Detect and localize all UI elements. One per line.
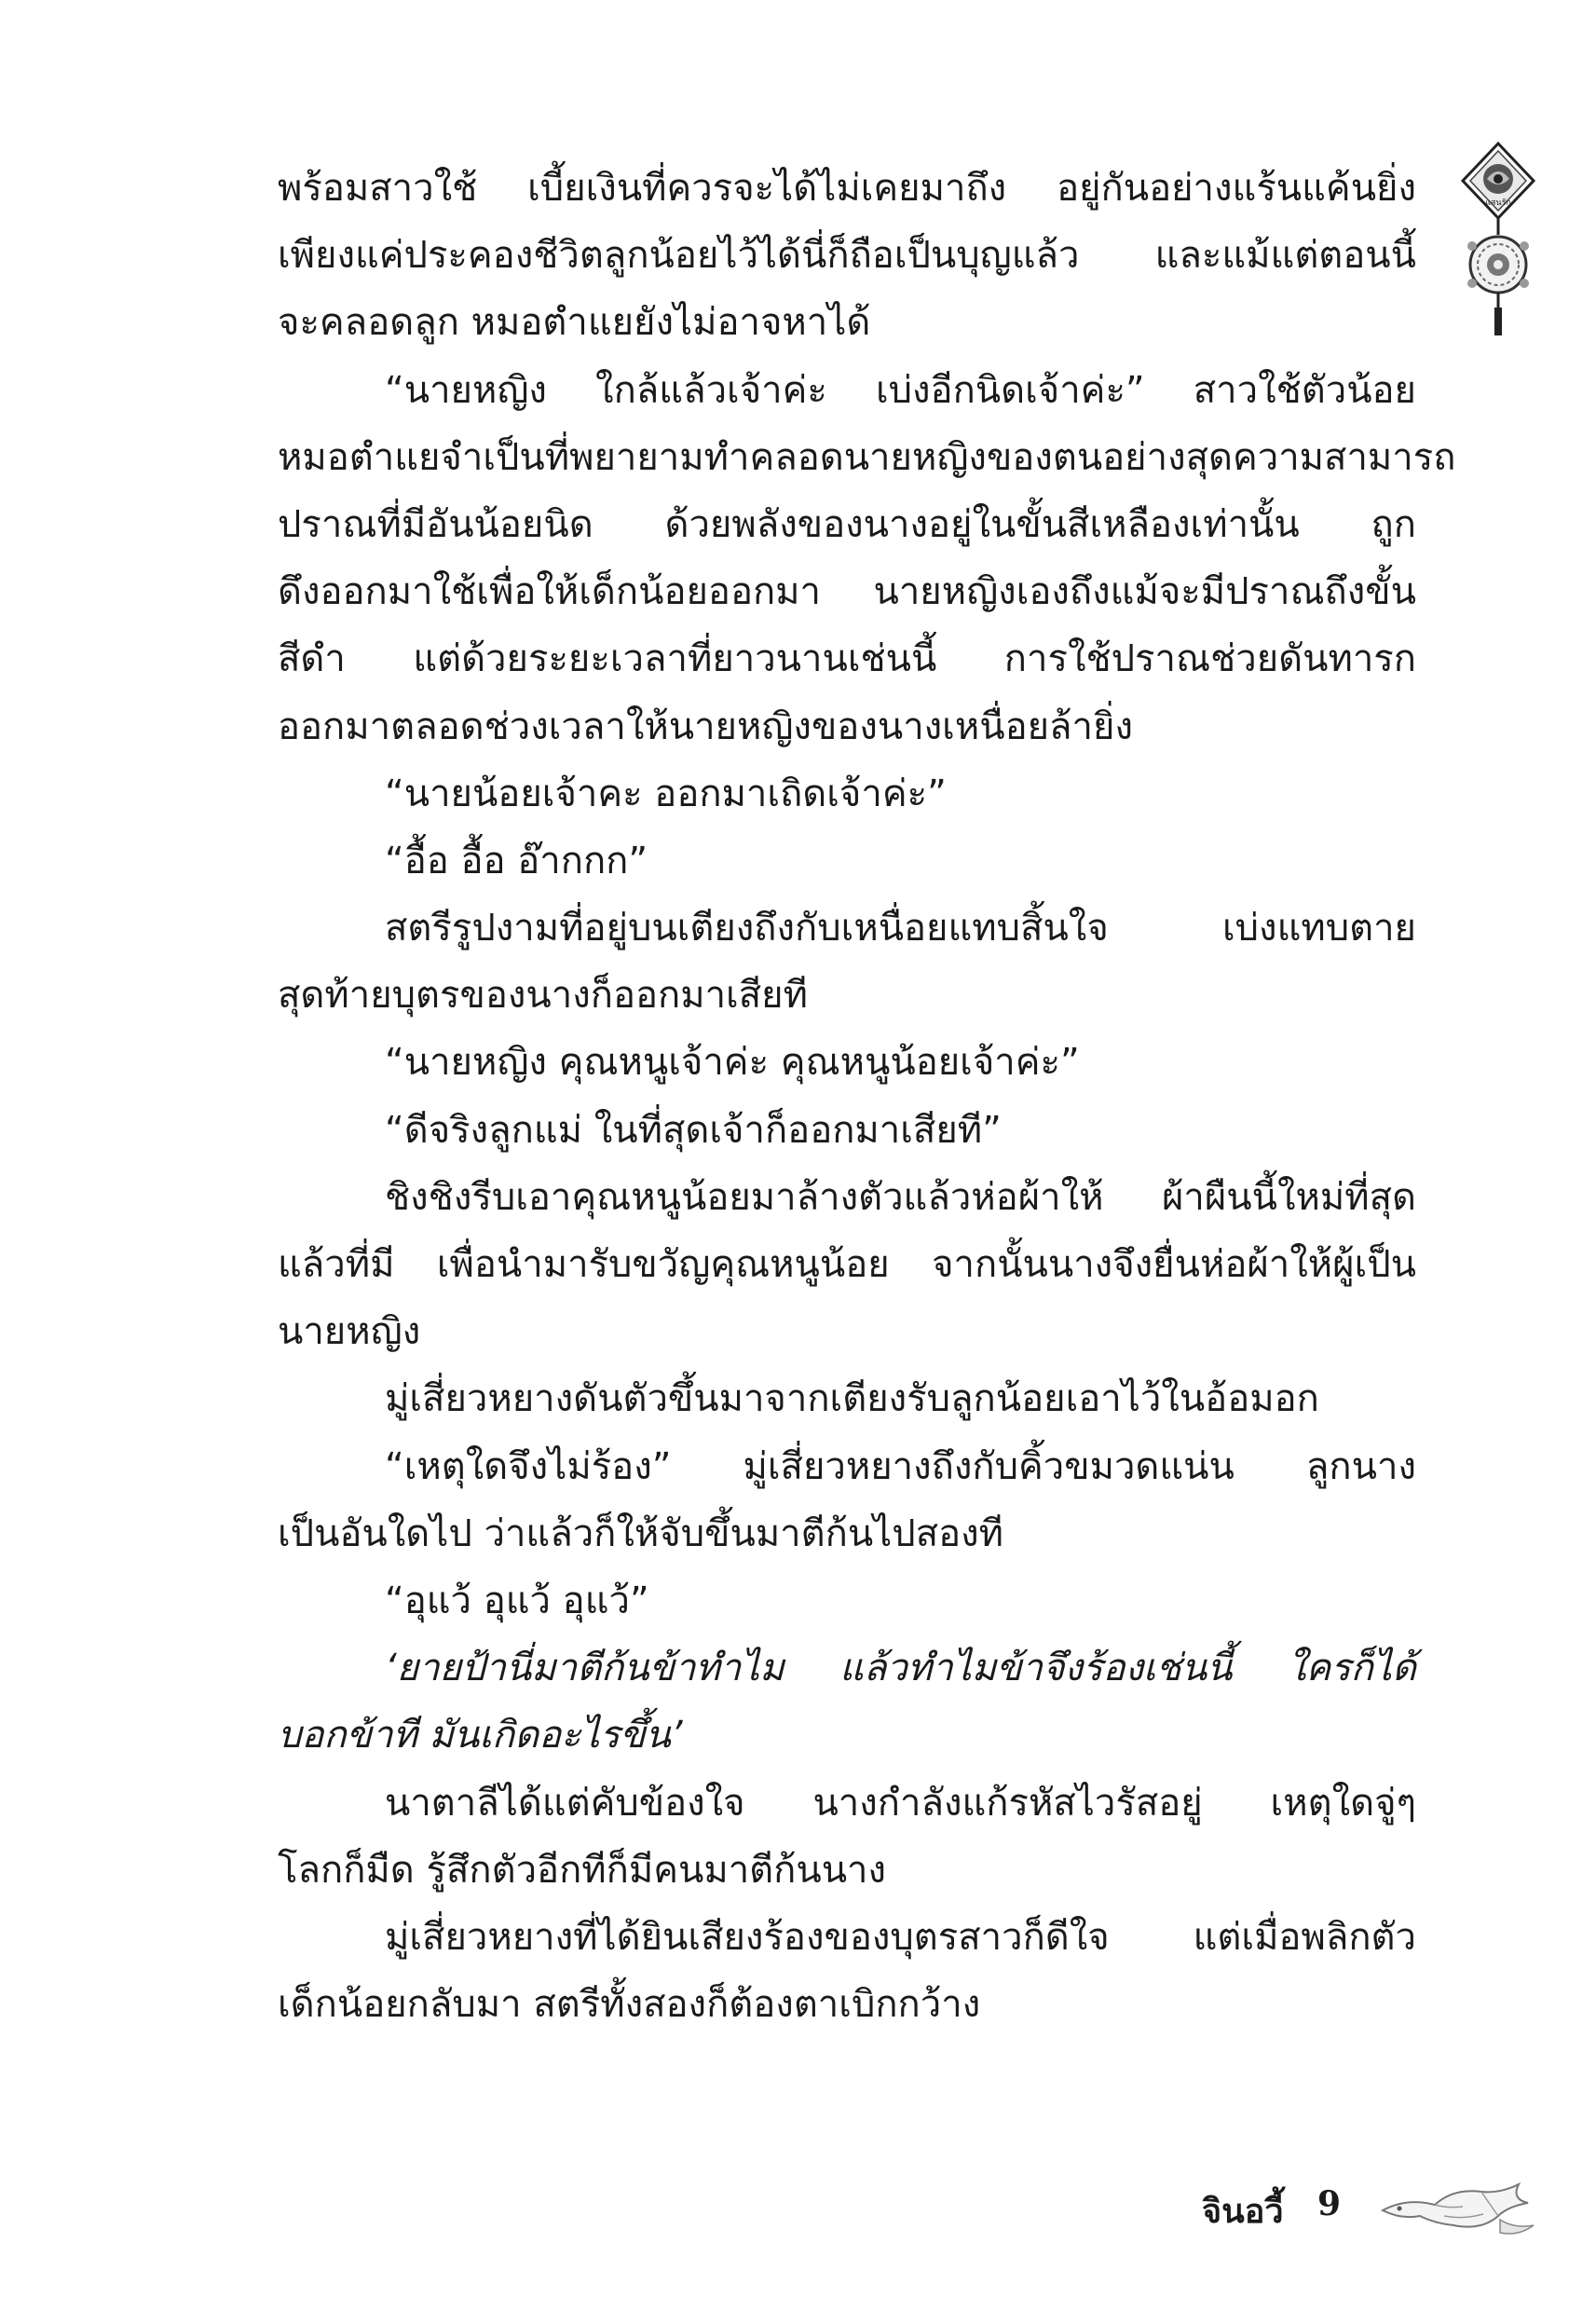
text-line: “เหตุใดจึงไม่ร้อง” มู่เสี่ยวหยางถึงกับคิ้วขมวดแน่น ลูกนาง	[385, 1444, 1416, 1488]
text-line: “นายหญิง ใกล้แล้วเจ้าค่ะ เบ่งอีกนิดเจ้าค่ะ” สาวใช้ตัวน้อย	[385, 368, 1416, 412]
text-line: จะคลอดลูก หมอตำแยยังไม่อาจหาได้	[278, 301, 871, 345]
text-line: มู่เสี่ยวหยางที่ได้ยินเสียงร้องของบุตรสาวก็ดีใจ แต่เมื่อพลิกตัว	[385, 1915, 1416, 1959]
emblem-label: แสนรัก	[1485, 198, 1511, 208]
text-line: โลกก็มืด รู้สึกตัวอีกทีก็มีคนมาตีก้นนาง	[278, 1848, 887, 1892]
text-line: หมอตำแยจำเป็นที่พยายามทำคลอดนายหญิงของตนอย่างสุดความสามารถ	[278, 435, 1456, 479]
text-line: เด็กน้อยกลับมา สตรีทั้งสองก็ต้องตาเบิกกว้าง	[278, 1983, 981, 2027]
text-line: เป็นอันใดไป ว่าแล้วก็ให้จับขึ้นมาตีก้นไปสองที	[278, 1511, 1004, 1555]
page-number: 9	[1317, 2184, 1342, 2223]
text-line: ดึงออกมาใช้เพื่อให้เด็กน้อยออกมา นายหญิงเองถึงแม้จะมีปราณถึงขั้น	[278, 570, 1416, 614]
text-line: นายหญิง	[278, 1310, 421, 1354]
text-line: “อุแว้ อุแว้ อุแว้”	[385, 1579, 649, 1622]
text-line: สุดท้ายบุตรของนางก็ออกมาเสียที	[278, 974, 808, 1018]
text-line: บอกข้าที มันเกิดอะไรขึ้น’	[278, 1714, 683, 1757]
text-line: “ดีจริงลูกแม่ ในที่สุดเจ้าก็ออกมาเสียที”	[385, 1108, 1002, 1152]
page-footer	[1202, 2179, 1537, 2244]
bird-ornament-icon	[1379, 2179, 1537, 2244]
text-line: “อื้อ อื้อ อ๊ากกก”	[385, 839, 648, 882]
text-line: มู่เสี่ยวหยางดันตัวขึ้นมาจากเตียงรับลูกน้อยเอาไว้ในอ้อมอก	[385, 1377, 1319, 1421]
text-line: ชิงชิงรีบเอาคุณหนูน้อยมาล้างตัวแล้วห่อผ้าให้ ผ้าผืนนี้ใหม่ที่สุด	[385, 1175, 1416, 1219]
book-title: จินอวี้	[1202, 2192, 1284, 2231]
text-line: ปราณที่มีอันน้อยนิด ด้วยพลังของนางอยู่ในขั้นสีเหลืองเท่านั้น ถูก	[278, 502, 1416, 546]
text-line: สีดำ แต่ด้วยระยะเวลาที่ยาวนานเช่นนี้ การใช้ปราณช่วยดันทารก	[278, 637, 1416, 681]
text-line: ออกมาตลอดช่วงเวลาให้นายหญิงของนางเหนื่อยล้ายิ่ง	[278, 704, 1133, 748]
text-line: แล้วที่มี เพื่อนำมารับขวัญคุณหนูน้อย จากนั้นนางจึงยื่นห่อผ้าให้ผู้เป็น	[278, 1243, 1416, 1286]
text-line: “นายหญิง คุณหนูเจ้าค่ะ คุณหนูน้อยเจ้าค่ะ”	[385, 1041, 1080, 1085]
body-text	[278, 155, 1456, 2038]
text-line: ‘ยายป้านี่มาตีก้นข้าทำไม แล้วทำไมข้าจึงร้องเช่นนี้ ใครก็ได้	[385, 1647, 1416, 1690]
text-line: นาตาลีได้แต่คับข้องใจ นางกำลังแก้รหัสไวรัสอยู่ เหตุใดจู่ๆ	[385, 1781, 1416, 1825]
text-line: เพียงแค่ประคองชีวิตลูกน้อยไว้ได้นี่ก็ถือเป็นบุญแล้ว และแม้แต่ตอนนี้	[278, 234, 1416, 278]
publisher-emblem-icon	[1459, 142, 1537, 337]
text-line: สตรีรูปงามที่อยู่บนเตียงถึงกับเหนื่อยแทบสิ้นใจ เบ่งแทบตาย	[385, 907, 1416, 950]
text-line: “นายน้อยเจ้าคะ ออกมาเถิดเจ้าค่ะ”	[385, 772, 947, 815]
text-line: พร้อมสาวใช้ เบี้ยเงินที่ควรจะได้ไม่เคยมาถึง อยู่กันอย่างแร้นแค้นยิ่ง	[278, 167, 1416, 210]
